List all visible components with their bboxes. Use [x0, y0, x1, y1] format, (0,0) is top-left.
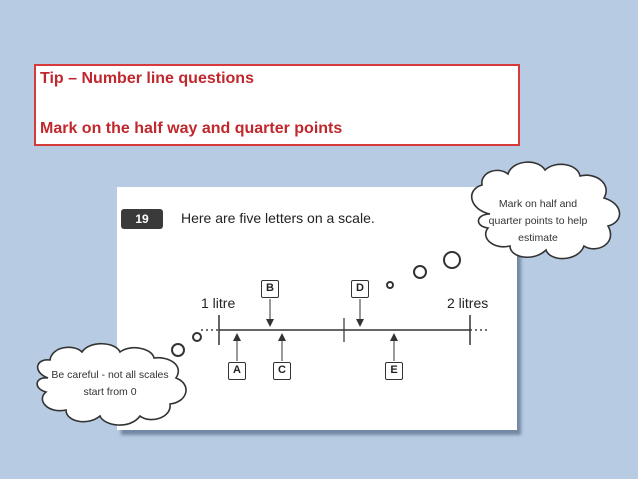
question-text: Here are five letters on a scale. — [181, 210, 375, 226]
scale-label-2-litres: 2 litres — [447, 295, 489, 311]
thought-dot — [172, 344, 184, 356]
thought-dot — [414, 266, 426, 278]
letter-a: A — [228, 362, 246, 380]
bubble-text-left: Be careful - not all scales start from 0 — [51, 369, 169, 398]
letter-d: D — [351, 280, 369, 298]
thought-dot — [444, 252, 460, 268]
scale-label-1-litre: 1 litre — [201, 295, 236, 311]
thought-dot — [387, 282, 393, 288]
tip-title: Tip – Number line questions — [40, 70, 254, 87]
bubble-text-right: Mark on half and quarter points to help estimate — [488, 198, 588, 244]
letter-c: C — [273, 362, 291, 380]
letter-b: B — [261, 280, 279, 298]
tip-instruction: Mark on the half way and quarter points — [40, 120, 343, 137]
thought-dot — [193, 333, 201, 341]
letter-e: E — [385, 362, 403, 380]
question-number-badge: 19 — [121, 209, 163, 229]
